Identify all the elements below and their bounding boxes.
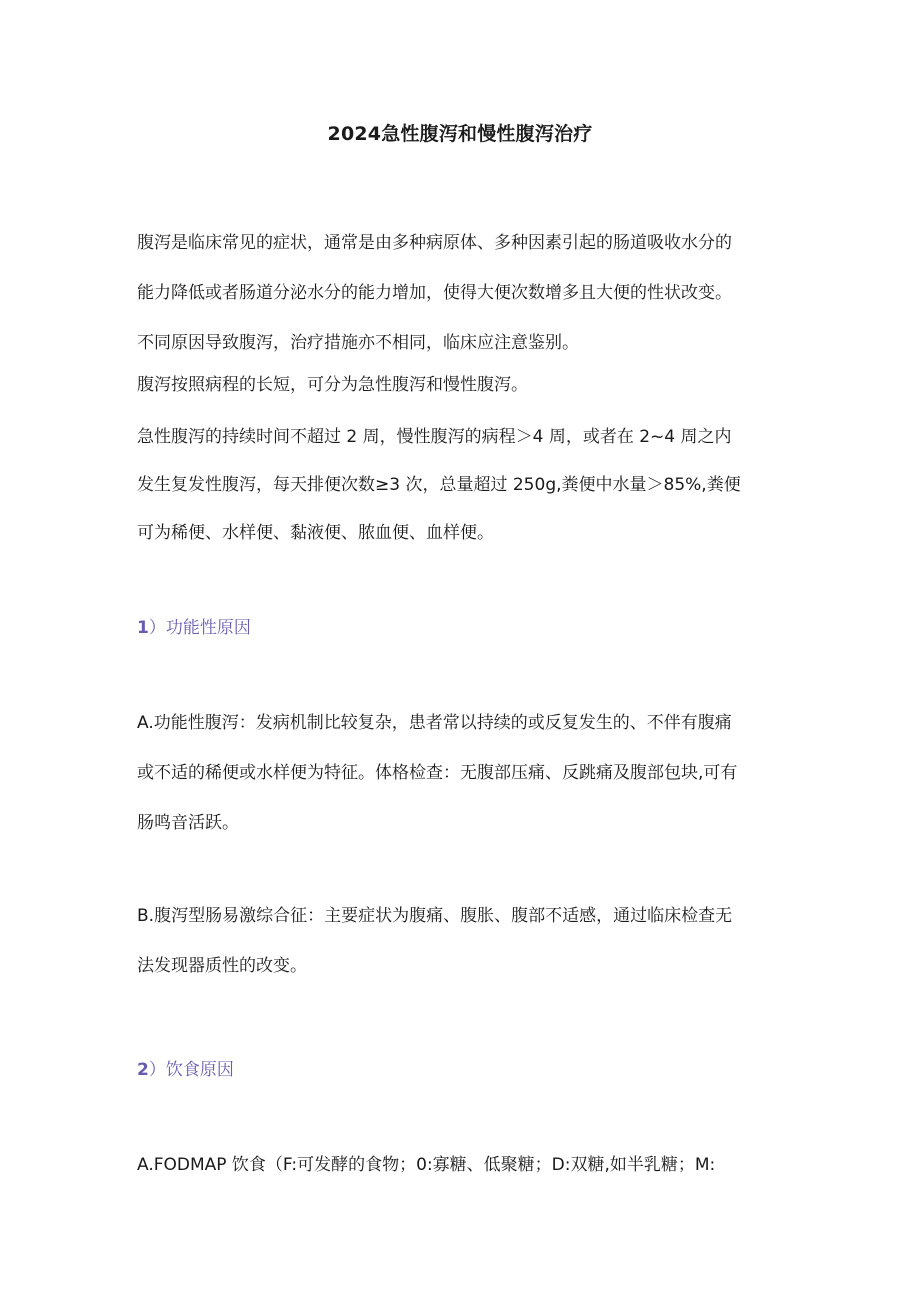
text-line: 腹泻是临床常见的症状，通常是由多种病原体、多种因素引起的肠道吸收水分的 [137, 233, 732, 253]
document-title: 2024急性腹泻和慢性腹泻治疗 [327, 123, 593, 145]
text-line: 可为稀便、水样便、黏液便、脓血便、血样便。 [137, 523, 494, 543]
text-line: 腹泻按照病程的长短，可分为急性腹泻和慢性腹泻。 [137, 375, 528, 395]
section-heading-1 [137, 615, 251, 641]
text-line: A.功能性腹泻：发病机制比较复杂，患者常以持续的或反复发生的、不伴有腹痛 [137, 713, 732, 733]
text-line: 法发现器质性的改变。 [137, 956, 307, 976]
section-number: 1 [137, 618, 149, 638]
section-heading-2 [137, 1057, 234, 1083]
section-label: ）功能性原因 [148, 618, 251, 638]
section1-item-b [137, 903, 787, 979]
intro-paragraph-2 [137, 372, 787, 398]
text-line: 或不适的稀便或水样便为特征。体格检查：无腹部压痛、反跳痛及腹部包块,可有 [137, 763, 738, 783]
section-number: 2 [137, 1060, 149, 1080]
section1-item-a [137, 710, 787, 836]
intro-paragraph-3 [137, 424, 787, 546]
text-line: 急性腹泻的持续时间不超过 2 周，慢性腹泻的病程＞4 周，或者在 2~4 周之内 [137, 427, 732, 447]
text-line: B.腹泻型肠易激综合征：主要症状为腹痛、腹胀、腹部不适感，通过临床检查无 [137, 906, 733, 926]
text-line: 不同原因导致腹泻，治疗措施亦不相同，临床应注意鉴别。 [137, 333, 579, 353]
section2-item-a [137, 1152, 787, 1178]
text-line: 发生复发性腹泻，每天排便次数≥3 次，总量超过 250g,粪便中水量＞85%,粪便 [137, 475, 741, 495]
section-label: ）饮食原因 [148, 1060, 234, 1080]
text-line: A.FODMAP 饮食（F:可发酵的食物；0:寡糖、低聚糖；D:双糖,如半乳糖；M: [137, 1155, 716, 1175]
intro-paragraph-1 [137, 230, 787, 356]
text-line: 能力降低或者肠道分泌水分的能力增加，使得大便次数增多且大便的性状改变。 [137, 283, 732, 303]
text-line: 肠鸣音活跃。 [137, 813, 239, 833]
